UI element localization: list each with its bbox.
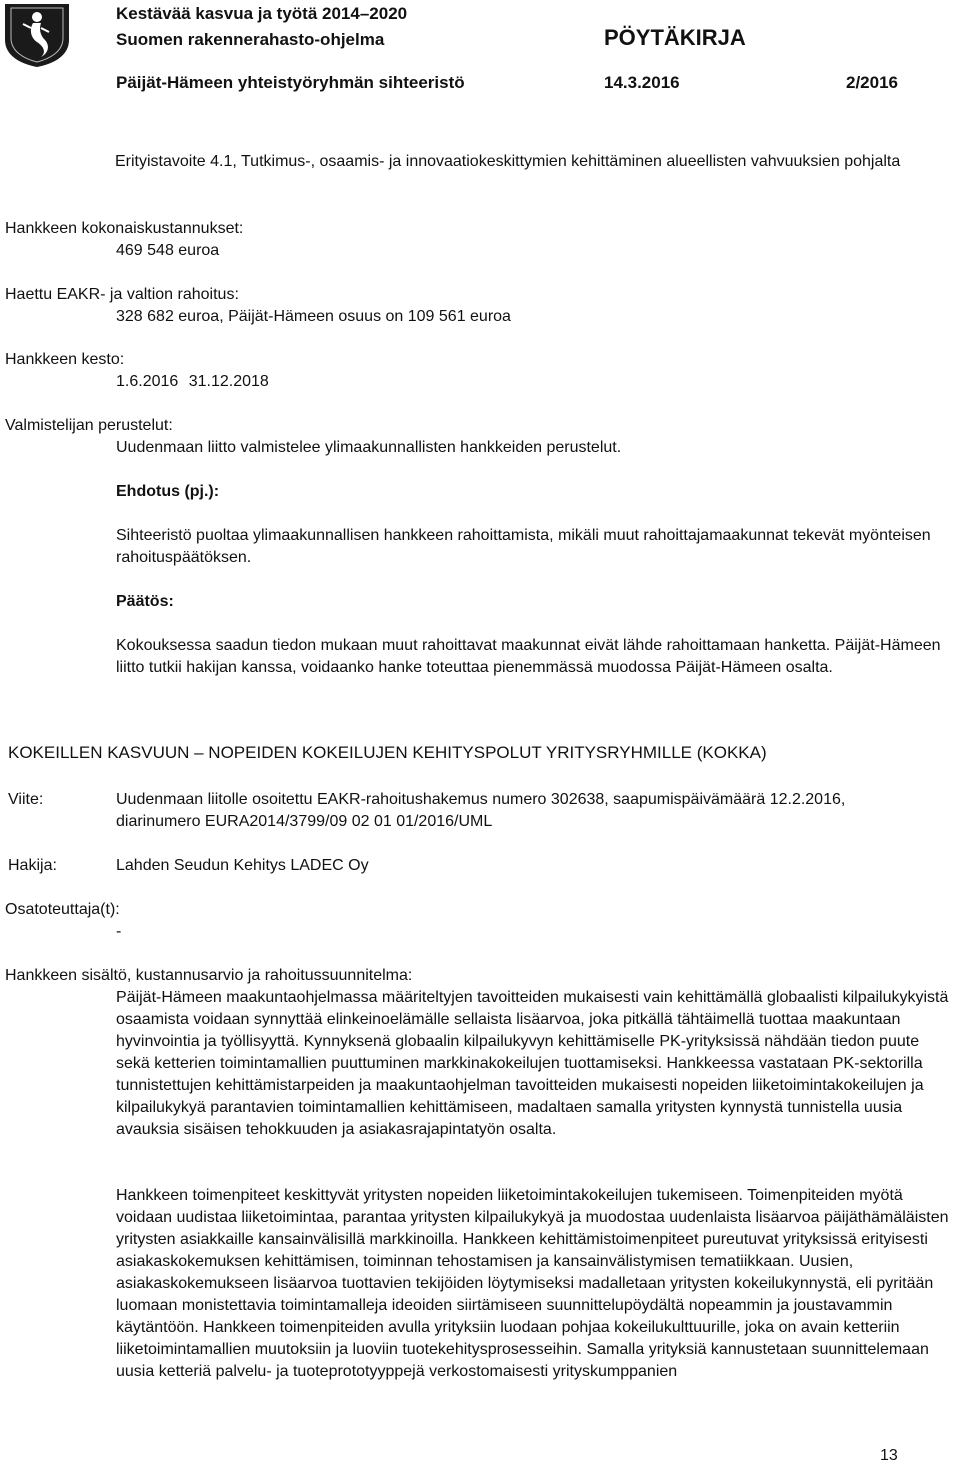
header-subprogramme: Suomen rakennerahasto-ohjelma: [116, 30, 385, 49]
duration-value: 1.6.2016 31.12.2018: [116, 373, 269, 390]
reference-value: Uudenmaan liitolle osoitettu EAKR-rahoitushakemus numero 302638, saapumispäivämäärä 12.2.2016, diarinumero EURA2014/3799/09 02 01 01/2016/UML: [116, 791, 846, 830]
rationale-value: Uudenmaan liitto valmistelee ylimaakunnallisten hankkeiden perustelut.: [116, 439, 622, 456]
content-paragraph-1: Päijät-Hämeen maakuntaohjelmassa määriteltyjen tavoitteiden mukaisesti vain kehittämällä globaalisti kilpailukykyistä osaamista voidaan synnyttää elinkeinoelämälle sellaista lisäarvoa, joka pitkällä tähtäimellä tuottaa maakuntaan hyvinvointia ja työllisyyttä. Kynnyksenä globaalin kilpailukyvyn kehittämiselle PK-yrityksissä nähdään tiedon puute sekä ketterien toimintamallien puuttuminen markkinakokeilujen tuottamiseksi. Hankkeessa vastataan PK-sektorilla tunnistettujen kehittämistarpeiden ja maakuntaohjelman tavoitteiden mukaisesti nopeiden liiketoimintakokeilujen ja kilpailukykyä parantavien toimintamallien kehittämiseen, madaltaen samalla yritysten kynnystä tunnistella uusia avauksia sisäisen tehokkuuden ja asiakasrajapintatyön osalta.: [116, 989, 949, 1138]
rationale-label: Valmistelijan perustelut:: [5, 417, 173, 434]
coat-of-arms-icon: [3, 2, 71, 68]
partners-value: -: [116, 923, 122, 940]
header-programme: Kestävää kasvua ja työtä 2014–2020: [116, 4, 408, 23]
content-paragraph-2: Hankkeen toimenpiteet keskittyvät yritysten nopeiden liiketoimintakokeilujen tukemiseen. Toimenpiteiden myötä voidaan uudistaa liiketoimintaa, parantaa yritysten kilpailukykyä ja muodostaa uudenlaista lisäarvoa päijäthämäläisten yritysten asiakkaille kansainvälisillä markkinoilla. Hankkeen kehittämistoimenpiteet pureutuvat yrityksissä erityisesti asiakaskokemuksen kehittämisen, toiminnan tehostamisen ja kansainvälistymisen tematiikkaan. Uusien, asiakaskokemukseen lisäarvoa tuottavien tekijöiden löytymiseksi madalletaan yritysten kokeilukynnystä, eli pyritään luomaan monistettavia toimintamalleja ideoiden siirtämiseen suunnittelupöydältä nopeammin ja joustavammin käytäntöön. Hankkeen toimenpiteiden avulla yrityksiin luodaan pohjaa kokeilukulttuurille, joka on avain ketteriin liiketoimintamallien muutoksiin ja luoviin tuotekehitysprosesseihin. Samalla yrityksiä kannustetaan suunnittelemaan uusia ketteriä palvelu- ja tuoteprototyyppejä verkostomaisesti yrityskumppanien: [116, 1187, 949, 1380]
reference-label: Viite:: [8, 791, 44, 808]
total-costs-value: 469 548 euroa: [116, 242, 220, 259]
header-secretariat: Päijät-Hämeen yhteistyöryhmän sihteeristö: [116, 73, 465, 92]
proposal-text: Sihteeristö puoltaa ylimaakunnallisen hankkeen rahoittamista, mikäli muut rahoittajamaakunnat tekevät myönteisen rahoituspäätöksen.: [116, 527, 931, 566]
total-costs-label: Hankkeen kokonaiskustannukset:: [5, 220, 244, 237]
decision-label: Päätös:: [116, 593, 174, 610]
duration-label: Hankkeen kesto:: [5, 351, 125, 368]
funding-value: 328 682 euroa, Päijät-Hämeen osuus on 109 561 euroa: [116, 308, 511, 325]
project-title: KOKEILLEN KASVUUN – NOPEIDEN KOKEILUJEN KEHITYSPOLUT YRITYSRYHMILLE (KOKKA): [8, 743, 767, 762]
page-number: 13: [880, 1447, 898, 1464]
header-date: 14.3.2016: [604, 73, 680, 92]
funding-label: Haettu EAKR- ja valtion rahoitus:: [5, 286, 239, 303]
objective-text: Erityistavoite 4.1, Tutkimus-, osaamis- ja innovaatiokeskittymien kehittäminen alueellisten vahvuuksien pohjalta: [115, 153, 901, 170]
content-label: Hankkeen sisältö, kustannusarvio ja rahoitussuunnitelma:: [5, 967, 413, 984]
applicant-label: Hakija:: [8, 857, 57, 874]
header-number: 2/2016: [846, 73, 898, 92]
proposal-label: Ehdotus (pj.):: [116, 483, 220, 500]
partners-label: Osatoteuttaja(t):: [5, 901, 120, 918]
applicant-value: Lahden Seudun Kehitys LADEC Oy: [116, 857, 369, 874]
decision-text: Kokouksessa saadun tiedon mukaan muut rahoittavat maakunnat eivät lähde rahoittamaan hanketta. Päijät-Hämeen liitto tutkii hakijan kanssa, voidaanko hanke toteuttaa pienemmässä muodossa Päijät-Hämeen osalta.: [116, 637, 941, 676]
document-type: PÖYTÄKIRJA: [604, 25, 746, 50]
